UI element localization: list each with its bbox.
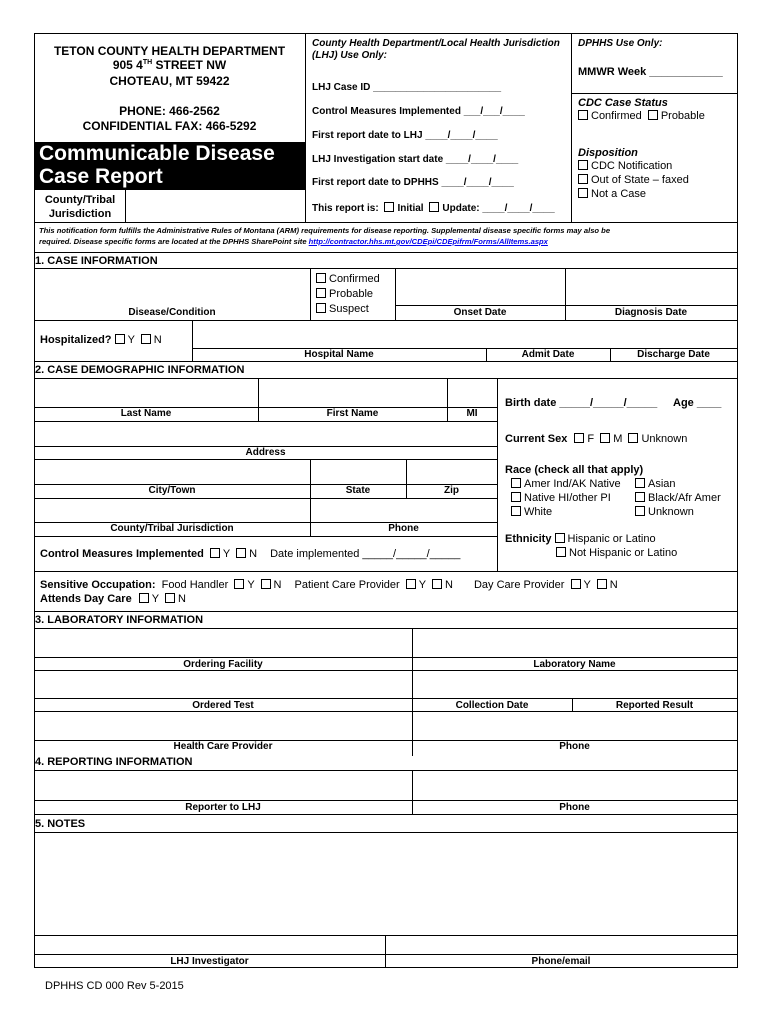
- admit-date-label: Admit Date: [521, 349, 575, 360]
- cdc-case-status: CDC Case Status: [578, 97, 668, 109]
- section1-title: 1. CASE INFORMATION: [35, 255, 158, 267]
- food-handler-no-checkbox[interactable]: [261, 579, 271, 589]
- dept-phone: PHONE: 466-2562: [119, 104, 220, 118]
- cdc-status-row: Confirmed Probable: [578, 110, 705, 122]
- day-care-yes-checkbox[interactable]: [571, 579, 581, 589]
- sex-m-checkbox[interactable]: [600, 433, 610, 443]
- reported-result-label: Reported Result: [615, 700, 694, 711]
- date-implemented-field[interactable]: Date implemented _____/_____/_____: [270, 548, 461, 560]
- age-field[interactable]: Age ____: [673, 397, 722, 409]
- hospital-name-label: Hospital Name: [304, 349, 374, 360]
- discharge-date-label: Discharge Date: [637, 349, 710, 360]
- initial-checkbox[interactable]: [384, 202, 394, 212]
- form-revision: DPHHS CD 000 Rev 5-2015: [45, 980, 184, 992]
- race-black-checkbox[interactable]: [635, 492, 645, 502]
- section2-title: 2. CASE DEMOGRAPHIC INFORMATION: [35, 364, 245, 376]
- out-of-state-checkbox[interactable]: [578, 174, 588, 184]
- dept-city: CHOTEAU, MT 59422: [109, 74, 230, 88]
- first-report-dphhs-field[interactable]: First report date to DPHHS ____/____/____: [312, 177, 514, 188]
- notice-text: This notification form fulfills the Administrative Rules of Montana (ARM) requirements for disease reporting. Supplemental disease specific forms may also be required. Disease specific forms are located at the DPHHS SharePoint site http://contractor.hhs.mt.gov/CDEpi/CDEpifrm/Forms/AllItems.aspx: [39, 226, 611, 246]
- health-care-provider-label: Health Care Provider: [173, 741, 273, 752]
- case-suspect-option: Suspect: [316, 303, 369, 315]
- patient-care-no-checkbox[interactable]: [432, 579, 442, 589]
- lhj-heading: County Health Department/Local Health Jurisdiction (LHJ) Use Only:: [312, 38, 560, 61]
- ordering-facility-label: Ordering Facility: [183, 659, 263, 670]
- hospitalized-yes-checkbox[interactable]: [115, 334, 125, 344]
- sex-f-checkbox[interactable]: [574, 433, 584, 443]
- first-name-label: First Name: [326, 408, 379, 419]
- case-suspect-checkbox[interactable]: [316, 303, 326, 313]
- form-title-block: [35, 142, 305, 190]
- lhj-case-id-field[interactable]: LHJ Case ID _______________________: [312, 82, 502, 93]
- race-white-checkbox[interactable]: [511, 506, 521, 516]
- control-measures-date-field[interactable]: Control Measures Implemented ___/___/____: [312, 106, 525, 117]
- cdc-confirmed-checkbox[interactable]: [578, 110, 588, 120]
- attends-no-checkbox[interactable]: [165, 593, 175, 603]
- cdc-notification-checkbox[interactable]: [578, 160, 588, 170]
- disposition-out-of-state: Out of State – faxed: [578, 174, 689, 186]
- hospitalized-no-checkbox[interactable]: [141, 334, 151, 344]
- lab-phone-label: Phone: [559, 741, 590, 752]
- not-hispanic-checkbox[interactable]: [556, 547, 566, 557]
- attends-day-care-row: Attends Day Care Y N: [40, 593, 186, 605]
- section5-title: 5. NOTES: [35, 818, 86, 830]
- last-name-label: Last Name: [120, 408, 172, 419]
- disposition-cdc-notification: CDC Notification: [578, 160, 672, 172]
- collection-date-label: Collection Date: [455, 700, 529, 711]
- ordered-test-label: Ordered Test: [192, 700, 254, 711]
- case-confirmed-option: Confirmed: [316, 273, 380, 285]
- race-heading: Race (check all that apply): [505, 464, 644, 476]
- current-sex-row: Current Sex F M Unknown: [505, 433, 688, 445]
- disposition-heading: Disposition: [578, 147, 638, 159]
- sharepoint-link[interactable]: http://contractor.hhs.mt.gov/CDEpi/CDEpifrm/Forms/AllItems.aspx: [308, 237, 548, 246]
- state-label: State: [345, 485, 371, 496]
- race-amer-ind-option: Amer Ind/AK Native: [511, 478, 621, 490]
- control-no-checkbox[interactable]: [236, 548, 246, 558]
- investigation-start-field[interactable]: LHJ Investigation start date ____/____/____: [312, 154, 519, 165]
- case-confirmed-checkbox[interactable]: [316, 273, 326, 283]
- disposition-not-a-case: Not a Case: [578, 188, 646, 200]
- race-asian-checkbox[interactable]: [635, 478, 645, 488]
- onset-date-label: Onset Date: [453, 307, 507, 318]
- control-measures-row: Control Measures Implemented Y N Date implemented _____/_____/_____: [40, 548, 461, 560]
- race-white-option: White: [511, 506, 552, 518]
- lhj-investigator-label: LHJ Investigator: [170, 956, 249, 967]
- hospitalized-row: Hospitalized? Y N: [40, 334, 162, 346]
- race-asian-option: Asian: [635, 478, 676, 490]
- update-checkbox[interactable]: [429, 202, 439, 212]
- mmwr-week-field[interactable]: MMWR Week ____________: [578, 66, 723, 78]
- race-black-option: Black/Afr Amer: [635, 492, 721, 504]
- reporter-to-lhj-label: Reporter to LHJ: [185, 802, 261, 813]
- notes-area[interactable]: [35, 833, 737, 934]
- race-native-hi-checkbox[interactable]: [511, 492, 521, 502]
- control-yes-checkbox[interactable]: [210, 548, 220, 558]
- race-native-hi-option: Native HI/other PI: [511, 492, 611, 504]
- dphhs-use-only: DPHHS Use Only:: [578, 38, 663, 49]
- form-title-line1: Communicable Disease: [39, 142, 275, 165]
- not-a-case-checkbox[interactable]: [578, 188, 588, 198]
- zip-label: Zip: [444, 485, 459, 496]
- diagnosis-date-label: Diagnosis Date: [614, 307, 688, 318]
- case-probable-option: Probable: [316, 288, 373, 300]
- section3-title: 3. LABORATORY INFORMATION: [35, 614, 204, 626]
- county-jurisdiction-label: County/Tribal Jurisdiction: [44, 194, 116, 220]
- sensitive-occupation-row: Sensitive Occupation: Food Handler Y N Patient Care Provider Y N Day Care Provider Y N: [40, 579, 618, 591]
- dept-fax: CONFIDENTIAL FAX: 466-5292: [82, 119, 257, 133]
- hispanic-checkbox[interactable]: [555, 533, 565, 543]
- dept-name: TETON COUNTY HEALTH DEPARTMENT: [53, 44, 286, 58]
- dept-street: 905 4TH STREET NW: [112, 58, 227, 72]
- section4-title: 4. REPORTING INFORMATION: [35, 756, 193, 768]
- patient-care-yes-checkbox[interactable]: [406, 579, 416, 589]
- birth-date-field[interactable]: Birth date _____/_____/_____: [505, 397, 658, 409]
- address-label: Address: [245, 447, 286, 458]
- city-town-label: City/Town: [148, 485, 196, 496]
- food-handler-yes-checkbox[interactable]: [234, 579, 244, 589]
- first-report-lhj-field[interactable]: First report date to LHJ ____/____/____: [312, 130, 498, 141]
- ethnicity-row: Ethnicity Hispanic or Latino Not Hispanic or Latino: [505, 533, 678, 559]
- race-unknown-checkbox[interactable]: [635, 506, 645, 516]
- demographic-phone-label: Phone: [388, 523, 419, 534]
- attends-yes-checkbox[interactable]: [139, 593, 149, 603]
- phone-email-label: Phone/email: [531, 956, 591, 967]
- sex-unknown-checkbox[interactable]: [628, 433, 638, 443]
- race-amer-ind-checkbox[interactable]: [511, 478, 521, 488]
- report-type-row: This report is: Initial Update: ____/____/____: [312, 203, 555, 214]
- cdc-probable-checkbox[interactable]: [648, 110, 658, 120]
- day-care-no-checkbox[interactable]: [597, 579, 607, 589]
- county-tribal-label: County/Tribal Jurisdiction: [110, 523, 234, 534]
- case-probable-checkbox[interactable]: [316, 288, 326, 298]
- form-title-line2: Case Report: [39, 165, 163, 188]
- disease-condition-label: Disease/Condition: [128, 307, 216, 318]
- reporter-phone-label: Phone: [559, 802, 590, 813]
- mi-label: MI: [466, 408, 478, 419]
- race-unknown-option: Unknown: [635, 506, 694, 518]
- laboratory-name-label: Laboratory Name: [533, 659, 616, 670]
